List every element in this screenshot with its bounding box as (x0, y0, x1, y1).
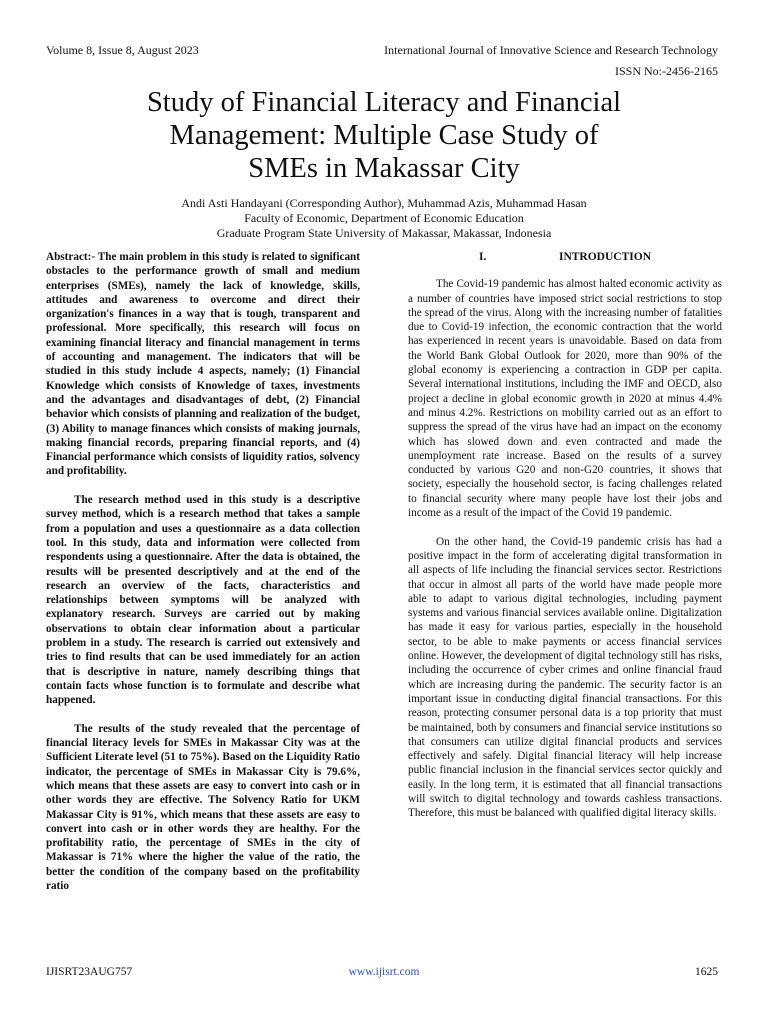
website-link[interactable]: www.ijisrt.com (348, 966, 420, 978)
section-number: I. (478, 251, 487, 263)
author-faculty: Faculty of Economic, Department of Economic Education (244, 211, 524, 225)
issn-number: ISSN No:-2456-2165 (614, 64, 718, 78)
abstract-paragraph-2: The research method used in this study is a descriptive survey method, which is a research method that takes a sample from a population and uses a questionnaire as a data collection tool. In this study, data and information were collected from respondents using a questionnaire. After the data is obtained, the results will be presented descriptively and at the end of the research an overview of the facts, characteristics and relationships between symptoms will be analyzed with explanatory research. Surveys are carried out by making observations to obtain clear information about a particular problem in a study. The research is carried out extensively and tries to find results that can be used immediately for an action that is descriptive in nature, namely describing things that contain facts whose function is to formulate and describe what happened. (46, 494, 360, 707)
introduction-column (408, 250, 722, 835)
author-names: Andi Asti Handayani (Corresponding Author), Muhammad Azis, Muhammad Hasan (181, 196, 587, 210)
author-block (84, 196, 684, 241)
title-line-2: Management: Multiple Case Study of (169, 120, 599, 151)
paper-id: IJISRT23AUG757 (46, 966, 133, 978)
intro-paragraph-1: The Covid-19 pandemic has almost halted economic activity as a number of countries have imposed strict social restrictions to stop the spread of the virus. Along with the increasing number of fatalities due to Covid-19 infection, the economic contraction that the world has experienced in recent years is unavoidable. Based on data from the World Bank Global Outlook for 2020, more than 90% of the global economy is experiencing a contraction in GDP per capita. Several international institutions, including the IMF and OECD, also project a decline in global economic growth in 2020 at minus 4.4% and minus 4.2%. Restrictions on mobility carried out as an effort to suppress the spread of the virus have had an impact on the economy which has slowed down and even contracted and made the unemployment rate increase. Based on the results of a survey conducted by various G20 and non-G20 countries, it shows that society, especially the household sector, is facing challenges related to financial security where many people have lost their jobs and income as a result of the impact of the Covid 19 pandemic. (408, 278, 722, 520)
title-line-3: SMEs in Makassar City (248, 153, 520, 184)
intro-paragraph-2: On the other hand, the Covid-19 pandemic crisis has had a positive impact in the form of accelerating digital transformation in all aspects of life including the financial services sector. Restrictions that occur in almost all parts of the world have made people more able to adapt to various digital technologies, including payment systems and various financial services available online. Digitalization has made it easy for various parties, especially in the household sector, to be able to make payments or access financial services online. However, the development of digital technology still has risks, including the occurrence of cyber crimes and online financial fraud which are increasing during the pandemic. The security factor is an important issue in conducting digital financial transactions. For this reason, protecting consumer personal data is a top priority that must be maintained, both by consumers and financial service institutions so that consumers can utilize digital financial products and services effectively and safely. Digital financial literacy will help increase public financial inclusion in the financial services sector quickly and easily. In the long term, it is estimated that all financial transactions will switch to digital technology and towards cashless transactions. Therefore, this must be balanced with qualified digital literacy skills. (408, 535, 722, 820)
abstract-paragraph-1: Abstract:- The main problem in this study is related to significant obstacles to the performance growth of small and medium enterprises (SMEs), namely the lack of knowledge, skills, attitudes and awareness to overcome and direct their organization's finances in a way that is tough, transparent and professional. More specifically, this research will focus on examining financial literacy and financial management in terms of accounting and management. The indicators that will be studied in this study include 4 aspects, namely; (1) Financial Knowledge which consists of Knowledge of taxes, investments and the advantages and disadvantages of debt, (2) Financial behavior which consists of planning and realization of the budget, (3) Ability to manage finances which consists of making journals, making financial records, preparing financial reports, and (4) Financial performance which consists of liquidity ratios, solvency and profitability. (46, 251, 360, 478)
section-title: INTRODUCTION (558, 251, 651, 263)
abstract-paragraph-3: The results of the study revealed that the percentage of financial literacy levels for SMEs in Makassar City was at the Sufficient Literate level (51 to 75%). Based on the Liquidity Ratio indicator, the percentage of SMEs in Makassar City is 79.6%, which means that these assets are easy to convert into cash or in other words they are effective. The Solvency Ratio for UKM Makassar City is 91%, which means that these assets are easy to convert into cash or in other words they are healthy. For the profitability ratio, the percentage of SMEs in the city of Makassar is 71% where the higher the value of the ratio, the better the condition of the company based on the profitability ratio (46, 722, 360, 893)
journal-name: International Journal of Innovative Science and Research Technology (384, 43, 718, 57)
volume-issue: Volume 8, Issue 8, August 2023 (46, 43, 199, 57)
abstract-column (46, 250, 360, 908)
author-university: Graduate Program State University of Makassar, Makassar, Indonesia (216, 226, 552, 240)
page-number: 1625 (695, 966, 718, 978)
section-heading (408, 250, 722, 264)
title-line-1: Study of Financial Literacy and Financial (146, 87, 622, 118)
paper-title (84, 86, 684, 185)
